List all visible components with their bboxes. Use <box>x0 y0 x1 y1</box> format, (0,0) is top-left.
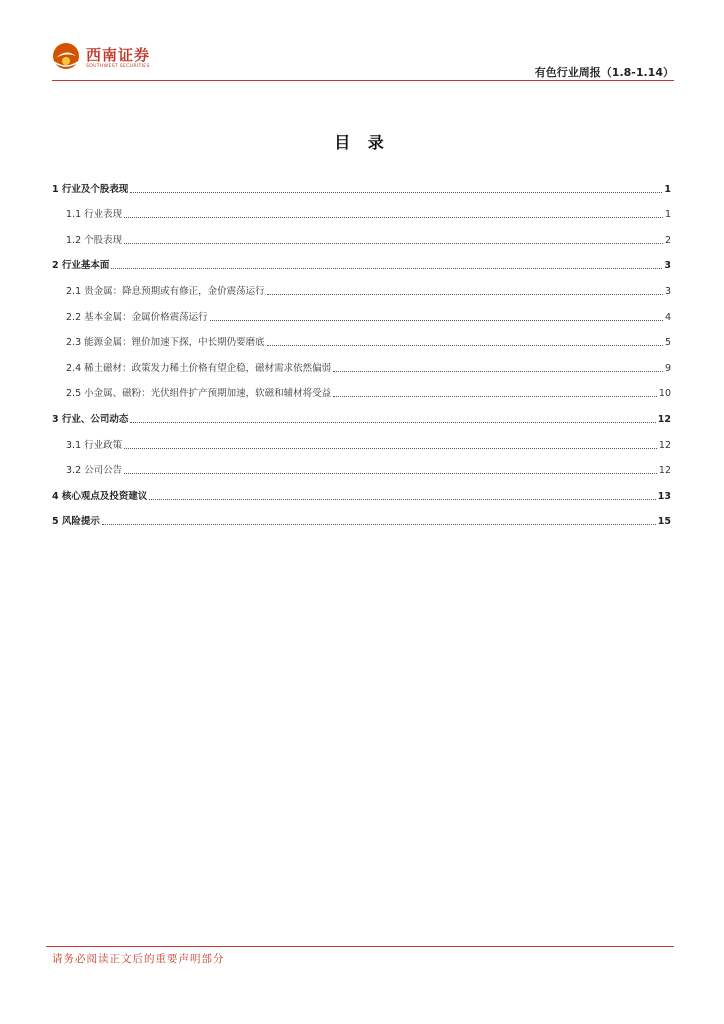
toc-leader-dots <box>210 319 663 321</box>
footer-disclaimer: 请务必阅读正文后的重要声明部分 <box>52 953 225 965</box>
toc-entry[interactable] <box>52 349 671 375</box>
toc-entry[interactable] <box>52 196 671 222</box>
toc-entry-label: 1.2 个股表现 <box>66 234 123 246</box>
toc-entry[interactable] <box>52 400 671 426</box>
toc-leader-dots <box>124 216 663 218</box>
toc-entry-label: 1 行业及个股表现 <box>52 183 129 195</box>
toc-entry-page: 1 <box>664 209 671 221</box>
toc-leader-dots <box>124 472 657 474</box>
toc-entry-label: 3 行业、公司动态 <box>52 413 129 425</box>
toc-entry-page: 5 <box>664 337 671 349</box>
toc-entry-label: 3.1 行业政策 <box>66 439 123 451</box>
toc-entry-page: 4 <box>664 311 671 323</box>
toc-entry[interactable] <box>52 272 671 298</box>
toc-entry[interactable] <box>52 324 671 350</box>
toc-entry-label: 2.4 稀土磁材：政策发力稀土价格有望企稳，磁材需求依然偏弱 <box>66 362 332 374</box>
toc-entry[interactable] <box>52 477 671 503</box>
toc-entry-page: 10 <box>658 388 671 400</box>
toc-entry[interactable] <box>52 426 671 452</box>
logo-mark-icon <box>52 42 80 70</box>
toc-entry-label: 1.1 行业表现 <box>66 209 123 221</box>
toc-leader-dots <box>130 191 662 193</box>
toc-entry[interactable] <box>52 503 671 529</box>
toc-entry-label: 5 风险提示 <box>52 516 100 528</box>
toc-entry-page: 15 <box>657 516 671 528</box>
toc-leader-dots <box>333 395 657 397</box>
toc-leader-dots <box>333 370 663 372</box>
toc-entry-page: 9 <box>664 362 671 374</box>
toc-leader-dots <box>102 523 656 525</box>
toc-entry-label: 2 行业基本面 <box>52 260 110 272</box>
toc-entry[interactable] <box>52 247 671 273</box>
toc-entry-page: 12 <box>658 439 671 451</box>
toc-entry-page: 3 <box>664 285 671 297</box>
toc-entry-page: 1 <box>664 183 671 195</box>
toc-entry-label: 2.2 基本金属：金属价格震荡运行 <box>66 311 208 323</box>
toc-entry-label: 3.2 公司公告 <box>66 465 123 477</box>
toc-entry-page: 3 <box>664 260 671 272</box>
table-of-contents <box>52 170 671 528</box>
header-divider <box>52 80 674 81</box>
toc-entry-page: 13 <box>657 490 671 502</box>
toc-leader-dots <box>267 293 663 295</box>
toc-leader-dots <box>111 267 662 269</box>
toc-entry-label: 2.3 能源金属：锂价加速下探，中长期仍要磨底 <box>66 337 265 349</box>
toc-entry[interactable] <box>52 452 671 478</box>
toc-heading: 目 录 <box>334 133 390 152</box>
toc-entry-page: 2 <box>664 234 671 246</box>
toc-entry[interactable] <box>52 298 671 324</box>
toc-leader-dots <box>124 447 657 449</box>
toc-entry-label: 2.5 小金属、磁粉：光伏组件扩产预期加速，软磁和辅材将受益 <box>66 388 332 400</box>
toc-leader-dots <box>149 498 655 500</box>
toc-entry[interactable] <box>52 170 671 196</box>
toc-entry[interactable] <box>52 375 671 401</box>
toc-entry-page: 12 <box>658 465 671 477</box>
report-title: 有色行业周报（1.8-1.14） <box>534 66 674 79</box>
toc-entry[interactable] <box>52 221 671 247</box>
toc-leader-dots <box>124 242 663 244</box>
toc-leader-dots <box>267 344 663 346</box>
toc-entry-page: 12 <box>657 413 671 425</box>
toc-entry-label: 2.1 贵金属：降息预期或有修正，金价震荡运行 <box>66 285 265 297</box>
footer-divider <box>46 946 674 947</box>
logo-english-name: SOUTHWEST SECURITIES <box>86 64 150 69</box>
toc-leader-dots <box>130 421 655 423</box>
logo-chinese-name: 西南证券 <box>86 46 151 64</box>
toc-entry-label: 4 核心观点及投资建议 <box>52 490 148 502</box>
page-header <box>52 38 674 82</box>
